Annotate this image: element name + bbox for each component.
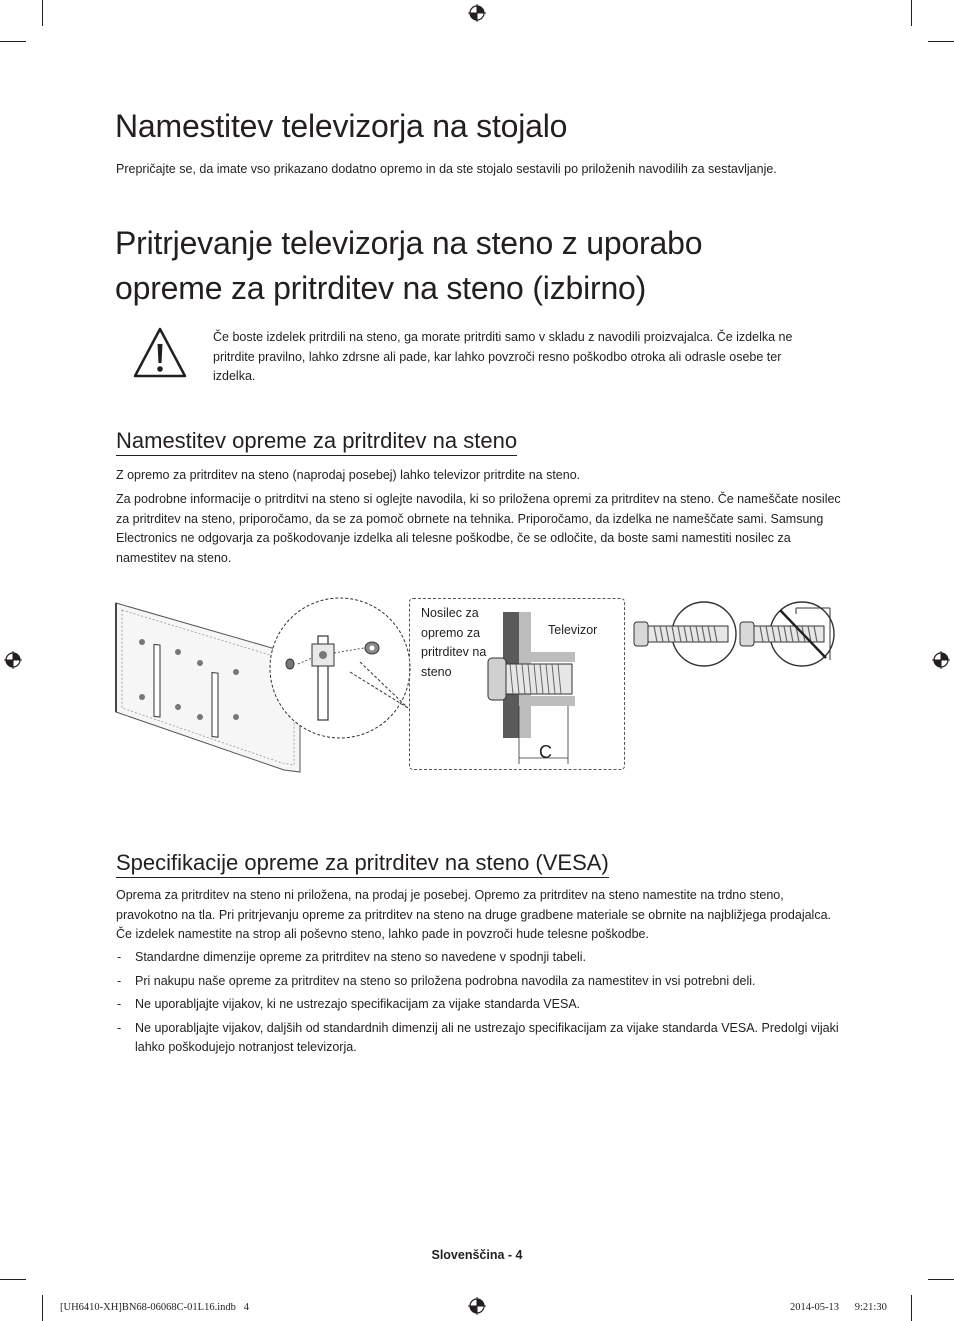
list-item: - Standardne dimenzije opreme za pritrditev na steno so navedene v spodnji tabeli. [116,948,846,968]
registration-mark-icon [468,4,486,22]
vesa-section-title: Specifikacije opreme za pritrditev na steno (VESA) [116,850,609,878]
warning-icon [132,326,188,380]
crop-mark [42,0,43,26]
wall-section-title-line2: opreme za pritrditev na steno (izbirno) [115,270,647,306]
crop-mark [0,41,26,42]
screw-correct-icon [632,600,742,670]
mount-section-title: Namestitev opreme za pritrditev na steno [116,428,517,456]
registration-mark-icon [4,651,22,669]
list-item: - Ne uporabljajte vijakov, daljših od standardnih dimenzij ali ne ustrezajo specifikacijam za vijake standarda VESA. Predolgi vijaki lahko poškodujejo notranjost televizorja. [116,1019,846,1058]
screw-cross-section-illustration [482,608,586,764]
wall-section-title-line1: Pritrjevanje televizorja na steno z uporabo [115,225,703,261]
zoom-pointer [340,660,412,770]
registration-mark-icon [468,1297,486,1315]
registration-mark-icon [932,651,950,669]
crop-mark [928,1279,954,1280]
crop-mark [911,1295,912,1321]
crop-mark [42,1295,43,1321]
intro-text: Prepričajte se, da imate vso prikazano dodatno opremo in da ste stojalo sestavili po priloženih navodilih za sestavljanje. [116,162,777,176]
file-info: [UH6410-XH]BN68-06068C-01L16.indb 4 [60,1302,249,1313]
bracket-label: Nosilec za opremo za pritrditev na steno [421,606,487,679]
warning-text: Če boste izdelek pritrdili na steno, ga morate pritrditi samo v skladu z navodili proizvajalca. Če izdelka ne pritrdite pravilno, lahko zdrsne ali pade, kar lahko povzroči resno poškodbo otroka ali odrasle osebe ter izdelka. [213,330,793,383]
crop-mark [928,41,954,42]
dimension-c-label: C [539,742,552,762]
list-item: - Pri nakupu naše opreme za pritrditev na steno so priložena podrobna navodila za namestitev in vsi potrebni deli. [116,972,846,992]
page-number: Slovenščina - 4 [431,1248,523,1262]
crop-mark [0,1279,26,1280]
page-title: Namestitev televizorja na stojalo [115,108,568,144]
mount-para-2: Za podrobne informacije o pritrditvi na steno si oglejte navodila, ki so priložena opremi za pritrditev na steno. Če nameščate nosilec za pritrditev na steno, priporočamo, da se za pomoč obrnete na tehnika. Priporočamo, da izdelka ne nameščate sami. Samsung Electronics ne odgovarja za poškodovanje izdelka ali telesne poškodbe, če se odločite, da boste sami namestiti nosilec za namestitev na steno. [116,492,841,565]
vesa-para: Oprema za pritrditev na steno ni priložena, na prodaj je posebej. Opremo za pritrditev na steno namestite na trdno steno, pravokotno na tla. Pri pritrjevanju opreme za pritrditev na steno na druge gradbene materiale se obrnite na najbližjega prodajalca. Če izdelek namestite na strop ali poševno steno, lahko pade in povzroči hude telesne poškodbe. [116,888,832,941]
vesa-bullet-list [116,948,846,1062]
list-item: - Ne uporabljajte vijakov, ki ne ustrezajo specifikacijam za vijake standarda VESA. [116,995,846,1015]
tv-label: Televizor [548,623,598,637]
mount-para-1: Z opremo za pritrditev na steno (naprodaj posebej) lahko televizor pritrdite na steno. [116,468,581,482]
crop-mark [911,0,912,26]
screw-incorrect-icon [738,600,838,670]
print-info: 2014-05-13 9:21:30 [790,1302,887,1313]
